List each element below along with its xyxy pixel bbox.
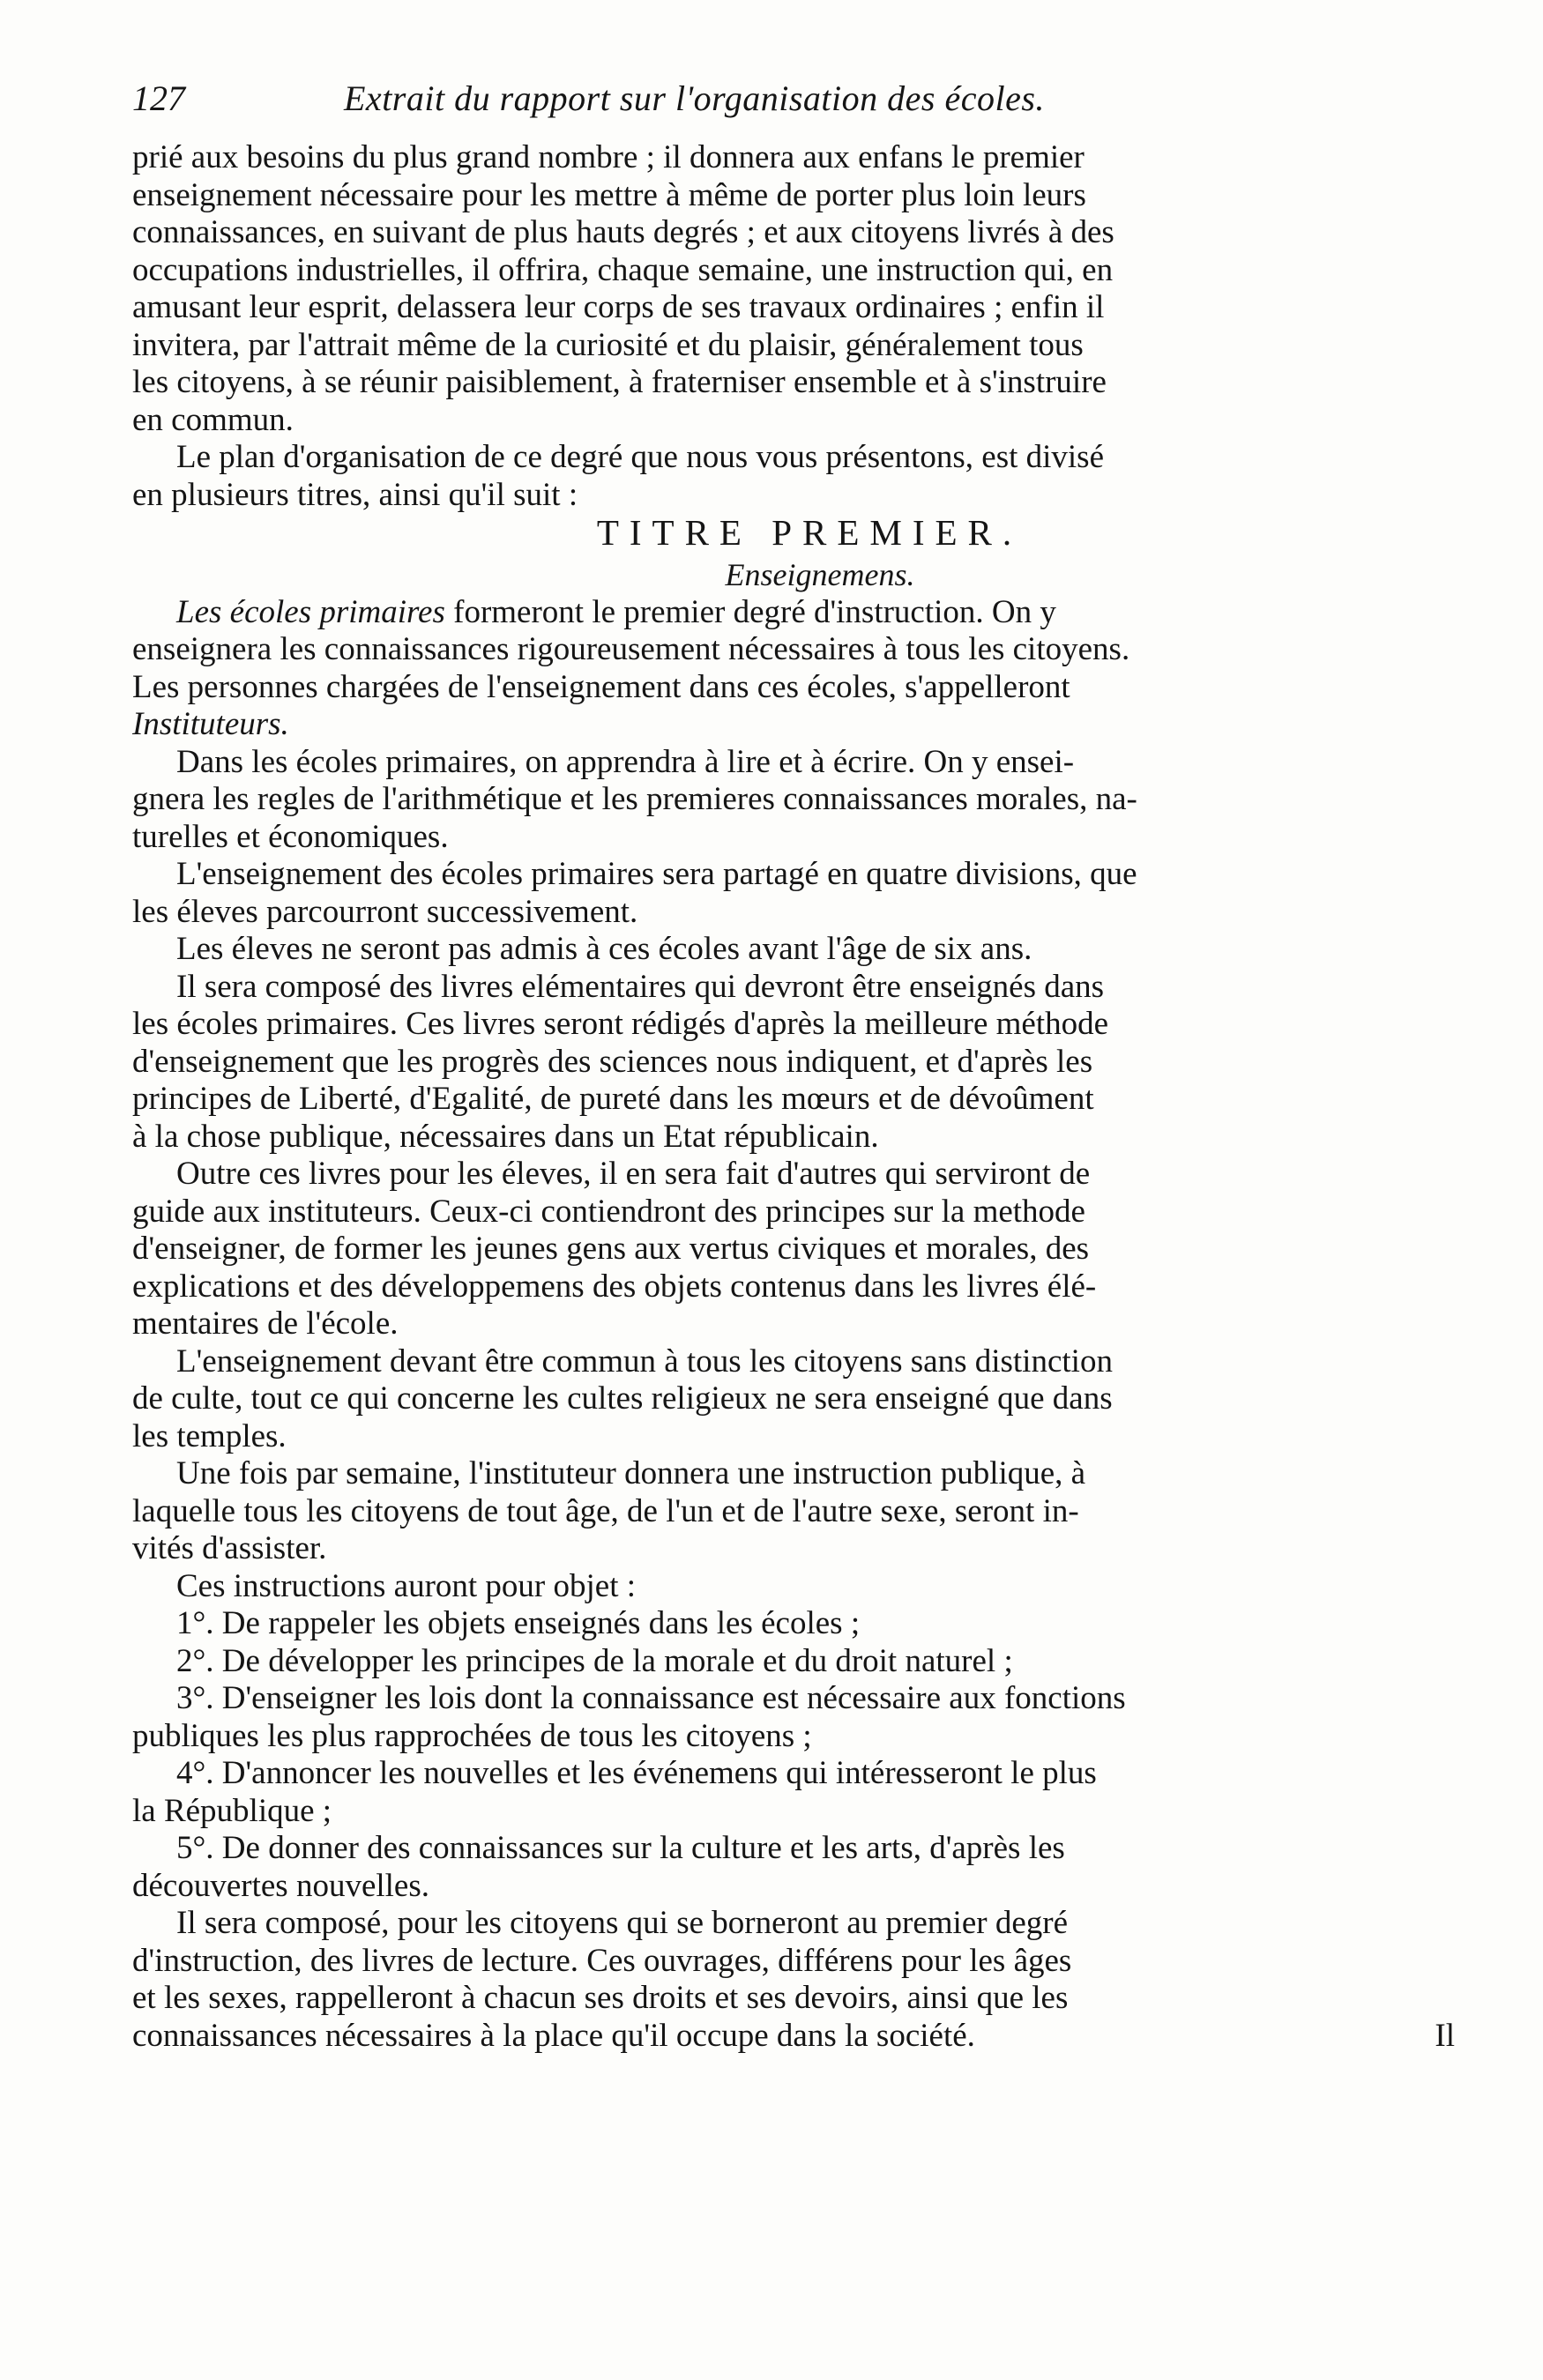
text-line: et les sexes, rappelleront à chacun ses droits et ses devoirs, ainsi que les	[132, 1980, 1069, 2016]
page-header	[132, 78, 1243, 130]
section-subtitle: Enseignemens.	[725, 557, 915, 592]
text-line: Les éleves ne seront pas admis à ces écoles avant l'âge de six ans.	[176, 931, 1032, 967]
page-number: 127	[132, 78, 185, 118]
text-line: Il sera composé, pour les citoyens qui se borneront au premier degré	[176, 1905, 1068, 1941]
text-line: L'enseignement des écoles primaires sera partagé en quatre divisions, que	[176, 856, 1137, 892]
text-line: la République ;	[132, 1792, 332, 1829]
running-head: Extrait du rapport sur l'organisation des écoles.	[344, 78, 1045, 118]
section-title: TITRE PREMIER.	[596, 514, 1023, 553]
text-line: gnera les regles de l'arithmétique et les premieres connaissances morales, na-	[132, 781, 1137, 817]
list-item: 3°. D'enseigner les lois dont la connaissance est nécessaire aux fonctions	[176, 1680, 1126, 1716]
list-item: 4°. D'annoncer les nouvelles et les événemens qui intéresseront le plus	[176, 1755, 1097, 1791]
text-line: Dans les écoles primaires, on apprendra à lire et à écrire. On y ensei-	[176, 743, 1075, 780]
text-line: à la chose publique, nécessaires dans un Etat républicain.	[132, 1118, 879, 1155]
body-text	[132, 139, 1455, 2055]
text-line: enseignement nécessaire pour les mettre à même de porter plus loin leurs	[132, 176, 1086, 213]
text-line: en plusieurs titres, ainsi qu'il suit :	[132, 476, 578, 513]
list-item: 5°. De donner des connaissances sur la culture et les arts, d'après les	[176, 1830, 1065, 1866]
text-line: Il sera composé des livres elémentaires qui devront être enseignés dans	[176, 968, 1105, 1005]
text-line: prié aux besoins du plus grand nombre ; il donnera aux enfans le premier	[132, 139, 1085, 175]
text-line: Ces instructions auront pour objet :	[176, 1567, 637, 1604]
text-line: vités d'assister.	[132, 1530, 327, 1566]
text-line: laquelle tous les citoyens de tout âge, de l'un et de l'autre sexe, seront in-	[132, 1492, 1079, 1529]
text-line: L'enseignement devant être commun à tous les citoyens sans distinction	[176, 1342, 1113, 1380]
text-line: de culte, tout ce qui concerne les cultes religieux ne sera enseigné que dans	[132, 1380, 1113, 1417]
text-line: guide aux instituteurs. Ceux-ci contiendront des principes sur la methode	[132, 1193, 1085, 1230]
text-line: les écoles primaires. Ces livres seront rédigés d'après la meilleure méthode	[132, 1006, 1109, 1042]
text-line: enseignera les connaissances rigoureusement nécessaires à tous les citoyens.	[132, 631, 1130, 667]
text-line: les temples.	[132, 1417, 287, 1454]
text-line: en commun.	[132, 401, 294, 438]
text-line: explications et des développemens des objets contenus dans les livres élé-	[132, 1268, 1097, 1305]
text-line: publiques les plus rapprochées de tous les citoyens ;	[132, 1717, 812, 1754]
text-line: découvertes nouvelles.	[132, 1867, 429, 1904]
text-line: mentaires de l'école.	[132, 1305, 399, 1342]
text-line: amusant leur esprit, delassera leur corps de ses travaux ordinaires ; enfin il	[132, 289, 1105, 325]
text-line: les citoyens, à se réunir paisiblement, à fraterniser ensemble et à s'instruire	[132, 364, 1107, 400]
text-line: d'enseignement que les progrès des sciences nous indiquent, et d'après les	[132, 1043, 1093, 1080]
text-line: Les écoles primaires formeront le premier degré d'instruction. On y	[176, 593, 1056, 630]
last-line-text: connaissances nécessaires à la place qu'il occupe dans la société.	[132, 2017, 975, 2054]
catchword: Il	[1435, 2017, 1455, 2054]
list-item: 2°. De développer les principes de la morale et du droit naturel ;	[176, 1642, 1013, 1679]
text-line: Le plan d'organisation de ce degré que nous vous présentons, est divisé	[176, 439, 1105, 475]
list-item: 1°. De rappeler les objets enseignés dans les écoles ;	[176, 1605, 861, 1641]
text-line: d'enseigner, de former les jeunes gens aux vertus civiques et morales, des	[132, 1231, 1090, 1267]
text-line	[132, 2018, 1455, 2056]
italic-phrase: Les écoles primaires	[176, 593, 445, 630]
text-line: Les personnes chargées de l'enseignement dans ces écoles, s'appelleront	[132, 668, 1070, 705]
text-line: Outre ces livres pour les éleves, il en sera fait d'autres qui serviront de	[176, 1156, 1091, 1192]
text-line: principes de Liberté, d'Egalité, de pureté dans les mœurs et de dévoûment	[132, 1081, 1094, 1117]
text-line: les éleves parcourront successivement.	[132, 893, 638, 930]
text-line: d'instruction, des livres de lecture. Ces ouvrages, différens pour les âges	[132, 1942, 1072, 1979]
text-line: Une fois par semaine, l'instituteur donnera une instruction publique, à	[176, 1455, 1086, 1491]
text-line: turelles et économiques.	[132, 818, 449, 855]
text-line: connaissances, en suivant de plus hauts degrés ; et aux citoyens livrés à des	[132, 214, 1114, 250]
text-line: invitera, par l'attrait même de la curiosité et du plaisir, généralement tous	[132, 326, 1084, 363]
text-line: occupations industrielles, il offrira, chaque semaine, une instruction qui, en	[132, 251, 1114, 288]
text-line: Instituteurs.	[132, 706, 289, 742]
